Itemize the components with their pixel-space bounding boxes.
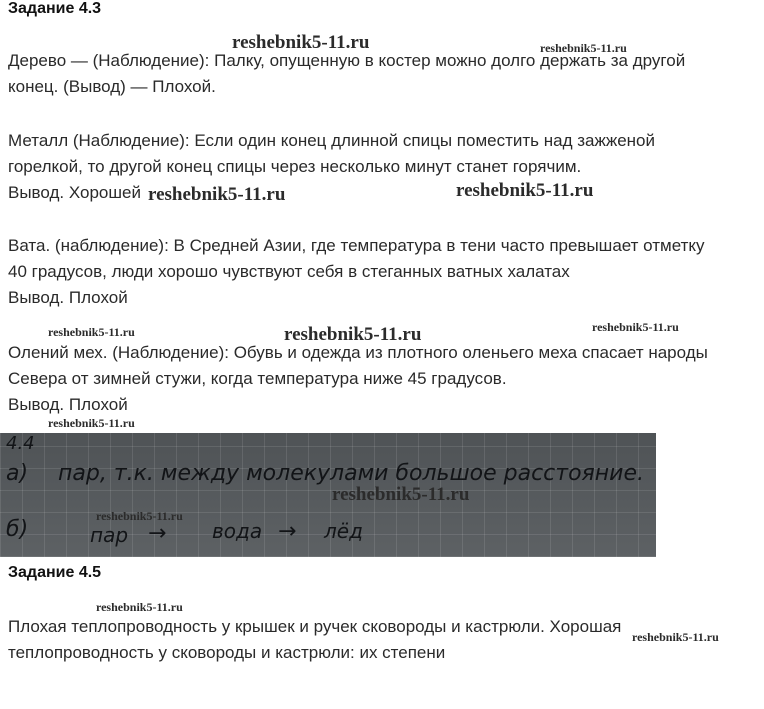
arrow-icon: → — [278, 519, 297, 544]
heading-task-4-5: Задание 4.5 — [8, 564, 102, 581]
text-line: 40 градусов, люди хорошо чувствуют себя в стеганных ватных халатах — [8, 262, 570, 281]
text-line: конец. (Вывод) — Плохой. — [8, 77, 216, 96]
handwritten-label-a: а) — [6, 461, 29, 486]
watermark: reshebnik5-11.ru — [148, 184, 286, 205]
watermark: reshebnik5-11.ru — [96, 600, 183, 614]
watermark: reshebnik5-11.ru — [456, 180, 594, 201]
text-line: Металл (Наблюдение): Если один конец длинной спицы поместить над зажженой — [8, 131, 656, 150]
watermark: reshebnik5-11.ru — [592, 320, 679, 334]
handwritten-steam: пар — [90, 523, 129, 547]
handwritten-ice: лёд — [324, 519, 363, 543]
watermark: reshebnik5-11.ru — [96, 509, 183, 523]
handwritten-label-b: б) — [6, 517, 29, 542]
text-line: Вывод. Хорошей — [8, 183, 141, 202]
handwritten-answer-a: пар, т.к. между молекулами большое расстояние. — [58, 461, 644, 486]
watermark: reshebnik5-11.ru — [284, 324, 422, 345]
text-line: Вата. (наблюдение): В Средней Азии, где температура в тени часто превышает отметку — [8, 236, 705, 255]
watermark: reshebnik5-11.ru — [632, 630, 719, 644]
text-line: Плохая теплопроводность у крышек и ручек сковороды и кастрюли. Хорошая — [8, 617, 622, 636]
text-line: Вывод. Плохой — [8, 288, 128, 307]
arrow-icon: → — [148, 521, 167, 546]
notebook-photo — [0, 433, 656, 557]
text-line: Дерево — (Наблюдение): Палку, опущенную в костер можно долго держать за другой — [8, 51, 686, 70]
text-line: горелкой, то другой конец спицы через несколько минут станет горячим. — [8, 157, 582, 176]
handwritten-water: вода — [212, 519, 263, 543]
watermark: reshebnik5-11.ru — [332, 484, 470, 505]
heading-task-4-3: Задание 4.3 — [8, 0, 102, 17]
text-line: теплопроводность у сковороды и кастрюли: их степени — [8, 643, 446, 662]
text-line: Вывод. Плохой — [8, 395, 128, 414]
watermark: reshebnik5-11.ru — [48, 325, 135, 339]
text-line: Олений мех. (Наблюдение): Обувь и одежда из плотного оленьего меха спасает народы — [8, 343, 708, 362]
watermark: reshebnik5-11.ru — [540, 41, 627, 55]
watermark: reshebnik5-11.ru — [232, 32, 370, 53]
handwritten-number: 4.4 — [6, 433, 35, 454]
watermark: reshebnik5-11.ru — [48, 416, 135, 430]
text-line: Севера от зимней стужи, когда температура ниже 45 градусов. — [8, 369, 507, 388]
